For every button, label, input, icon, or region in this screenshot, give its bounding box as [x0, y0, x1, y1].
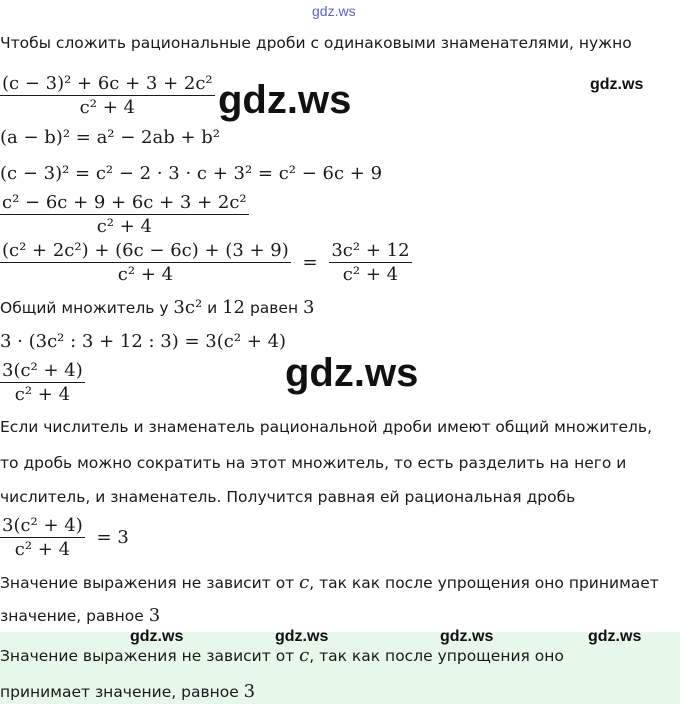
intro-text: Чтобы сложить рациональные дроби с одинаковыми знаменателями, нужно [0, 34, 632, 52]
conclusion-1-variable: c [299, 572, 310, 593]
conclusion-2-line-2 [0, 681, 255, 702]
fraction-5-result: = 3 [96, 526, 129, 548]
equals-sign: = [302, 251, 318, 273]
fraction-1-numerator: (c − 3)² + 6c + 3 + 2c² [2, 73, 213, 94]
fraction-4-denominator: c² + 4 [14, 384, 71, 405]
conclusion-2-post: , так как после упрощения оно [309, 647, 564, 665]
conclusion-1-line-1 [0, 572, 659, 593]
fraction-3-left-denominator: c² + 4 [117, 264, 174, 285]
fraction-step-4 [0, 360, 85, 405]
conclusion-1-line-2-text: значение, равное [0, 607, 149, 625]
conclusion-1-line-2 [0, 605, 160, 626]
common-factor-text-post: равен [245, 299, 304, 317]
watermark-top: gdz.ws [312, 3, 356, 19]
common-factor-text-mid: и [202, 299, 223, 317]
watermark-large-2: gdz.ws [285, 351, 419, 395]
watermark-right-1: gdz.ws [590, 76, 644, 93]
fraction-5-denominator: c² + 4 [14, 539, 71, 560]
fraction-2-denominator: c² + 4 [96, 216, 152, 237]
watermark-row-1: gdz.ws [130, 628, 184, 645]
expansion-line: (c − 3)² = c² − 2 · 3 · c + 3² = c² − 6c + 9 [0, 163, 383, 184]
factorization-line: 3 · (3c² : 3 + 12 : 3) = 3(c² + 4) [0, 331, 287, 352]
conclusion-2-variable: c [299, 645, 310, 666]
watermark-row-4: gdz.ws [588, 628, 642, 645]
fraction-1-denominator: c² + 4 [79, 97, 135, 118]
paragraph-line-1: Если числитель и знаменатель рациональной дроби имеют общий множитель, [0, 418, 652, 436]
fraction-3-left-numerator: (c² + 2c²) + (6c − 6c) + (3 + 9) [2, 240, 289, 261]
conclusion-1-value: 3 [148, 605, 161, 626]
fraction-step-2 [0, 192, 249, 237]
watermark-row-3: gdz.ws [440, 628, 494, 645]
fraction-5-numerator: 3(c² + 4) [2, 515, 83, 536]
formula-square-of-difference: (a − b)² = a² − 2ab + b² [0, 127, 221, 148]
common-factor-term-a: 3c² [173, 297, 203, 318]
watermark-row-2: gdz.ws [275, 628, 329, 645]
fraction-step-1 [0, 73, 215, 118]
fraction-step-3 [0, 240, 412, 285]
common-factor-value: 3 [303, 297, 315, 318]
paragraph-line-3: числитель, и знаменатель. Получится равная ей рациональная дробь [0, 488, 576, 506]
fraction-4-numerator: 3(c² + 4) [2, 360, 83, 381]
conclusion-1-post: , так как после упрощения оно принимает [309, 574, 659, 592]
fraction-2-numerator: c² − 6c + 9 + 6c + 3 + 2c² [2, 192, 247, 213]
conclusion-1-pre: Значение выражения не зависит от [0, 574, 300, 592]
common-factor-text-pre: Общий множитель у [0, 299, 174, 317]
conclusion-2-line-2-text: принимает значение, равное [0, 683, 244, 701]
fraction-3-right-numerator: 3c² + 12 [331, 240, 410, 261]
watermark-large-1: gdz.ws [218, 78, 352, 122]
conclusion-2-pre: Значение выражения не зависит от [0, 647, 300, 665]
conclusion-2-value: 3 [243, 681, 256, 702]
fraction-step-5 [0, 515, 129, 560]
fraction-3-right-denominator: c² + 4 [342, 264, 399, 285]
common-factor-text [0, 297, 314, 318]
paragraph-line-2: то дробь можно сократить на этот множитель, то есть разделить на него и [0, 454, 627, 472]
conclusion-2-line-1 [0, 645, 564, 666]
common-factor-term-b: 12 [222, 297, 246, 318]
